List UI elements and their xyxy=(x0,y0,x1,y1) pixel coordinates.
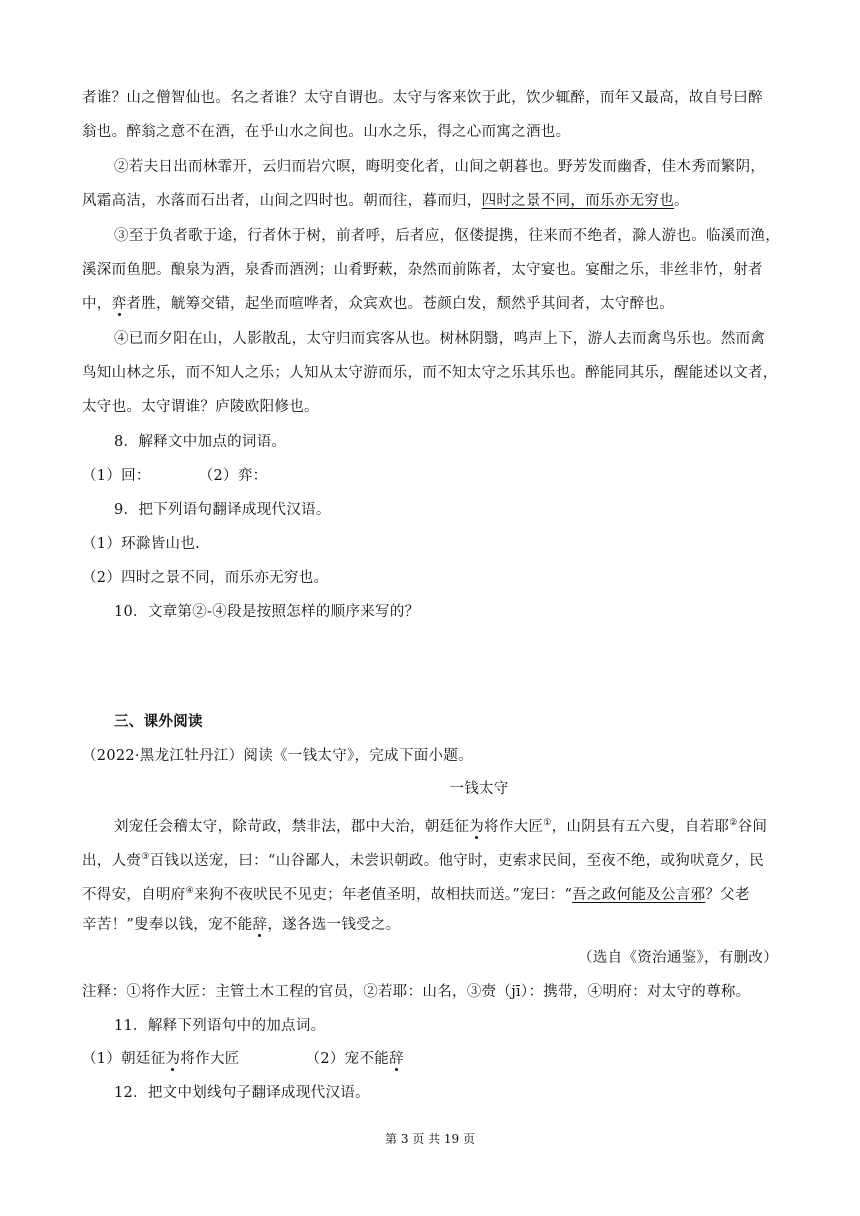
underlined-sentence: 四时之景不同，而乐亦无穷也 xyxy=(481,193,675,209)
question-text: 11．解释下列语句中的加点词。 xyxy=(114,1018,326,1034)
text: 百钱以送宠，曰：“山谷鄙人，未尝识朝政。他守时，吏索求民间，至夜不绝，或狗吠竟夕，民 xyxy=(149,852,765,869)
text: 鸟知山林之乐，而不知人之乐；人知从太守游而乐，而不知太守之乐其乐也。醉能同其乐，醒能述以文者， xyxy=(82,365,778,381)
question-12 xyxy=(114,1082,782,1104)
passage-title xyxy=(0,778,860,800)
question-text: 10．文章第②-④段是按照怎样的顺序来写的？ xyxy=(114,604,420,620)
text: 者胜，觥筹交错，起坐而喧哗者，众宾欢也。苍颜白发，颓然乎其间者，太守醉也。 xyxy=(126,296,675,312)
text: （2）宠不能 xyxy=(305,1051,390,1067)
text: ？父老 xyxy=(705,886,750,903)
text: ④已而夕阳在山，人影散乱，太守归而宾客从也。树林阴翳，鸣声上下，游人去而禽鸟乐也。然而禽 xyxy=(114,331,766,347)
answer-slot[interactable]: （2）四时之景不同，而乐亦无穷也。 xyxy=(82,570,329,586)
question-11-items xyxy=(82,1048,782,1070)
text: 者谁？山之僧智仙也。名之者谁？太守自谓也。太守与客来饮于此，饮少辄醉，而年又最高，故自号曰醉 xyxy=(82,90,763,106)
dotted-word: 弈 xyxy=(111,296,127,312)
passage-line xyxy=(82,293,782,315)
dotted-word: 为 xyxy=(165,1051,181,1067)
question-text: 8．解释文中加点的词语。 xyxy=(114,434,287,450)
passage-line xyxy=(82,396,782,418)
text: 注释：①将作大匠：主管土木工程的官员，②若耶：山名，③赍（jī）：携带，④明府：对太守的尊称。 xyxy=(82,984,751,1000)
passage-line xyxy=(82,914,782,936)
question-8-answers xyxy=(82,465,782,487)
text: 中， xyxy=(82,296,112,312)
question-10 xyxy=(114,601,782,623)
question-text: 9．把下列语句翻译成现代汉语。 xyxy=(114,502,331,518)
text: 谷间 xyxy=(737,818,768,835)
footnote-mark: ③ xyxy=(141,852,150,862)
answer-slot[interactable]: （2）弈： xyxy=(198,468,268,484)
footnote-mark: ① xyxy=(543,818,552,828)
text: （选自《资治通鉴》，有删改） xyxy=(578,950,778,966)
text: 将作大匠 xyxy=(180,1051,240,1067)
text: 风霜高洁，水落而石出者，山间之四时也。朝而往，暮而归， xyxy=(82,193,482,209)
question-text: 12．把文中划线句子翻译成现代汉语。 xyxy=(114,1085,370,1101)
passage-line xyxy=(82,362,782,384)
source-citation xyxy=(82,947,778,969)
text: 翁也。醉翁之意不在酒，在乎山水之间也。山水之乐，得之心而寓之酒也。 xyxy=(82,124,571,140)
passage-line xyxy=(82,880,782,906)
text: 不得安，自明府 xyxy=(82,886,186,903)
passage-line xyxy=(82,121,782,143)
question-8 xyxy=(114,431,782,453)
answer-slot[interactable]: （1）回： xyxy=(82,468,151,484)
dotted-word: 辞 xyxy=(389,1051,404,1067)
passage-line xyxy=(82,190,782,212)
source-intro xyxy=(82,745,782,767)
question-9-item-1 xyxy=(82,533,782,555)
text: ②若夫日出而林霏开，云归而岩穴暝，晦明变化者，山间之朝暮也。野芳发而幽香，佳木秀而繁阴， xyxy=(114,159,766,175)
passage-line xyxy=(82,87,782,109)
passage-line xyxy=(82,846,782,872)
heading-text: 三、课外阅读 xyxy=(114,713,203,730)
text: ，山阴县有五六叟，自若耶 xyxy=(551,818,730,835)
question-9-item-2 xyxy=(82,567,782,589)
dotted-word: 辞 xyxy=(252,917,268,933)
text: 太守也。太守谓谁？庐陵欧阳修也。 xyxy=(82,399,319,415)
question-9 xyxy=(114,499,782,521)
text: （2022·黑龙江牡丹江）阅读《一钱太守》，完成下面小题。 xyxy=(82,748,473,764)
text: 来狗不夜吠民不见吏；年老值圣明，故相扶而送。”宠曰：“ xyxy=(193,886,573,903)
paragraph-4 xyxy=(114,328,782,350)
dotted-word: 为 xyxy=(469,818,485,835)
text: 将作大匠 xyxy=(484,818,544,835)
text: 辛苦！”叟奉以钱，宠不能 xyxy=(82,917,253,933)
title-text: 一钱太守 xyxy=(449,781,509,797)
text: ，遂各选一钱受之。 xyxy=(267,917,401,933)
text: 刘宠任会稽太守，除苛政，禁非法，郡中大治，朝廷征 xyxy=(114,818,470,835)
paragraph-2 xyxy=(114,156,782,178)
answer-slot[interactable]: （1）环滁皆山也. xyxy=(82,536,201,552)
passage-line xyxy=(114,812,782,838)
text: ③至于负者歌于途，行者休于树，前者呼，后者应，伛偻提携，往来而不绝者，滁人游也。临溪而渔， xyxy=(114,228,780,244)
question-11 xyxy=(114,1015,782,1037)
paragraph-3 xyxy=(114,225,782,247)
passage-line xyxy=(82,259,782,281)
page-footer xyxy=(0,1130,860,1147)
text: （1）朝廷征 xyxy=(82,1051,166,1067)
section-heading xyxy=(114,711,782,733)
footnote-mark: ④ xyxy=(185,886,194,896)
footnote-mark: ② xyxy=(729,818,738,828)
annotations xyxy=(82,981,782,1003)
text: 。 xyxy=(674,193,689,209)
text: 溪深而鱼肥。酿泉为酒，泉香而酒洌；山肴野蔌，杂然而前陈者，太守宴也。宴酣之乐，非丝非竹，射者 xyxy=(82,262,763,278)
text: 出，人赍 xyxy=(82,852,142,869)
underlined-sentence: 吾之政何能及公言邪 xyxy=(572,886,706,903)
page-number: 第 3 页 共 19 页 xyxy=(385,1132,475,1146)
